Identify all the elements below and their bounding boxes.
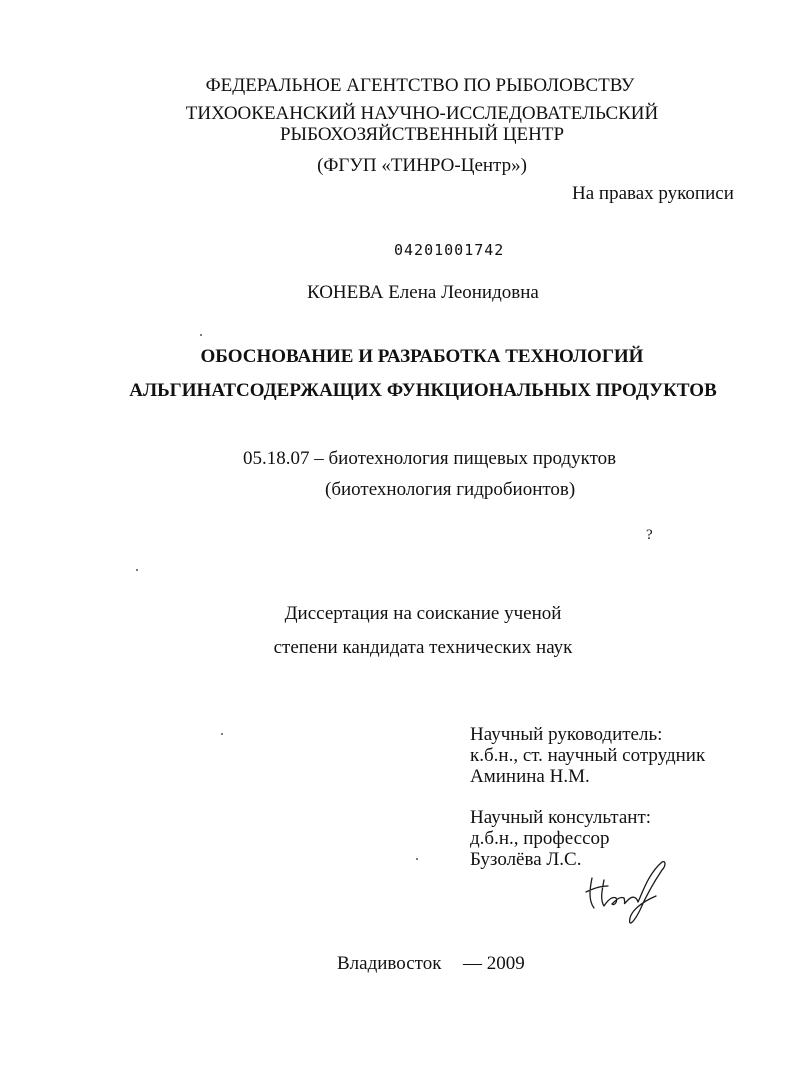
consultant-label: Научный консультант:: [470, 807, 652, 828]
thesis-title-line-2: АЛЬГИНАТСОДЕРЖАЩИХ ФУНКЦИОНАЛЬНЫХ ПРОДУКТОВ: [129, 380, 717, 401]
supervisor-name: Аминина Н.М.: [470, 766, 590, 787]
author-name: КОНЕВА Елена Леонидовна: [307, 282, 539, 303]
supervisor-credentials: к.б.н., ст. научный сотрудник: [470, 745, 706, 766]
scan-speck: [136, 569, 138, 571]
footer-dash: —: [462, 953, 482, 974]
specialty-code: 05.18.07 – биотехнология пищевых продуктов: [243, 448, 617, 469]
footer-city: Владивосток: [337, 953, 442, 974]
agency-heading: ФЕДЕРАЛЬНОЕ АГЕНТСТВО ПО РЫБОЛОВСТВУ: [205, 75, 635, 96]
manuscript-note: На правах рукописи: [572, 183, 734, 204]
consultant-credentials: д.б.н., профессор: [470, 828, 610, 849]
footer-city-year: [337, 954, 525, 973]
institute-short-name: (ФГУП «ТИНРО-Центр»): [317, 155, 527, 176]
stray-mark: ?: [646, 527, 653, 543]
degree-line-2: степени кандидата технических наук: [273, 637, 573, 658]
institute-line-2: РЫБОХОЗЯЙСТВЕННЫЙ ЦЕНТР: [279, 124, 565, 145]
specialty-detail: (биотехнология гидробионтов): [325, 479, 576, 500]
degree-line-1: Диссертация на соискание ученой: [284, 603, 562, 624]
consultant-name: Бузолёва Л.С.: [470, 849, 582, 870]
registry-number: 04201001742: [394, 241, 505, 259]
scan-speck: [200, 334, 202, 336]
institute-line-1: ТИХООКЕАНСКИЙ НАУЧНО-ИССЛЕДОВАТЕЛЬСКИЙ: [185, 103, 659, 124]
supervisor-label: Научный руководитель:: [470, 724, 663, 745]
handwritten-signature: [582, 856, 674, 934]
thesis-title-line-1: ОБОСНОВАНИЕ И РАЗРАБОТКА ТЕХНОЛОГИЙ: [200, 346, 644, 367]
footer-year: 2009: [486, 953, 525, 974]
scan-speck: [416, 858, 418, 860]
scan-speck: [221, 733, 223, 735]
